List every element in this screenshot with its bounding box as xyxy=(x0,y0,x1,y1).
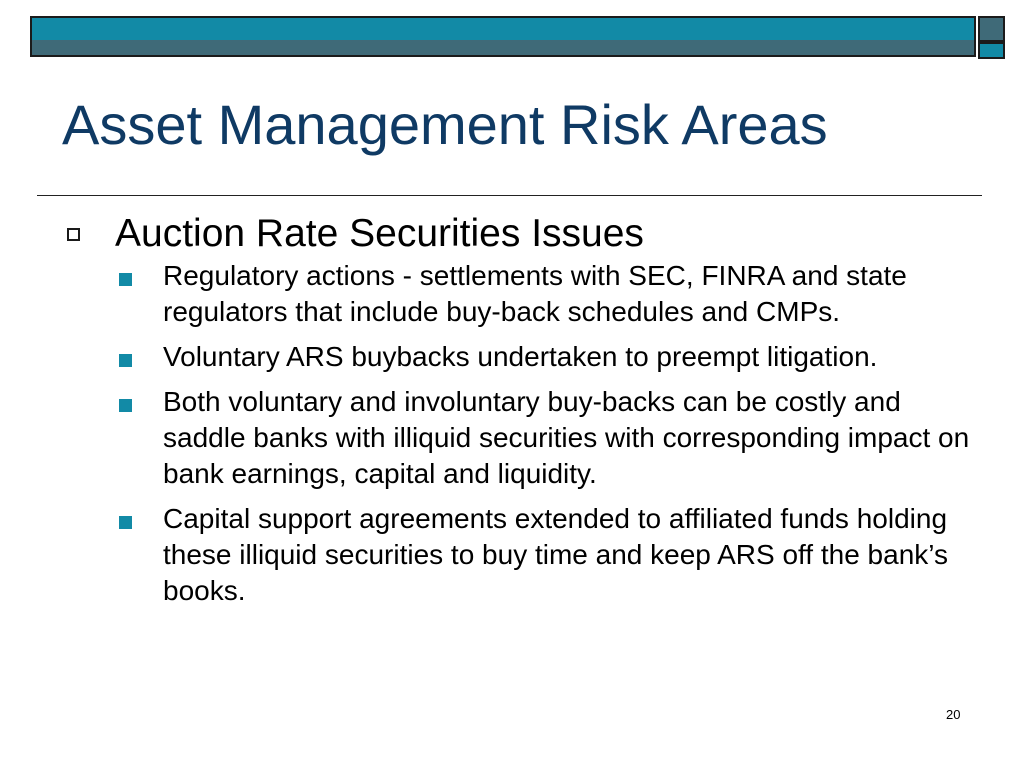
filled-square-bullet-icon xyxy=(119,273,132,286)
sub-bullet-text: Regulatory actions - settlements with SEC, FINRA and state regulators that include buy-back schedules and CMPs. xyxy=(163,260,907,327)
slide-title: Asset Management Risk Areas xyxy=(62,93,828,156)
main-bullet-text: Auction Rate Securities Issues xyxy=(115,212,644,255)
page-number: 20 xyxy=(946,707,961,722)
header-accent-bar xyxy=(30,16,976,57)
filled-square-bullet-icon xyxy=(119,354,132,367)
filled-square-bullet-icon xyxy=(119,399,132,412)
corner-square-bottom xyxy=(978,42,1005,59)
main-bullet-point xyxy=(0,210,1024,258)
sub-bullet-text: Both voluntary and involuntary buy-backs can be costly and saddle banks with illiquid securities with corresponding impact on bank earnings, capital and liquidity. xyxy=(163,386,970,489)
sub-bullet-item xyxy=(0,501,1024,609)
sub-bullet-item xyxy=(0,258,1024,330)
slide-body xyxy=(0,210,1024,609)
hollow-square-bullet-icon xyxy=(67,228,80,241)
corner-square-top xyxy=(978,16,1005,42)
sub-bullet-item xyxy=(0,339,1024,375)
filled-square-bullet-icon xyxy=(119,516,132,529)
title-divider xyxy=(37,195,982,196)
sub-bullet-list xyxy=(0,258,1024,609)
sub-bullet-text: Voluntary ARS buybacks undertaken to preempt litigation. xyxy=(163,341,878,372)
header-accent-band xyxy=(32,40,974,55)
sub-bullet-text: Capital support agreements extended to affiliated funds holding these illiquid securities to buy time and keep ARS off the bank’s books. xyxy=(163,503,948,606)
sub-bullet-item xyxy=(0,384,1024,492)
